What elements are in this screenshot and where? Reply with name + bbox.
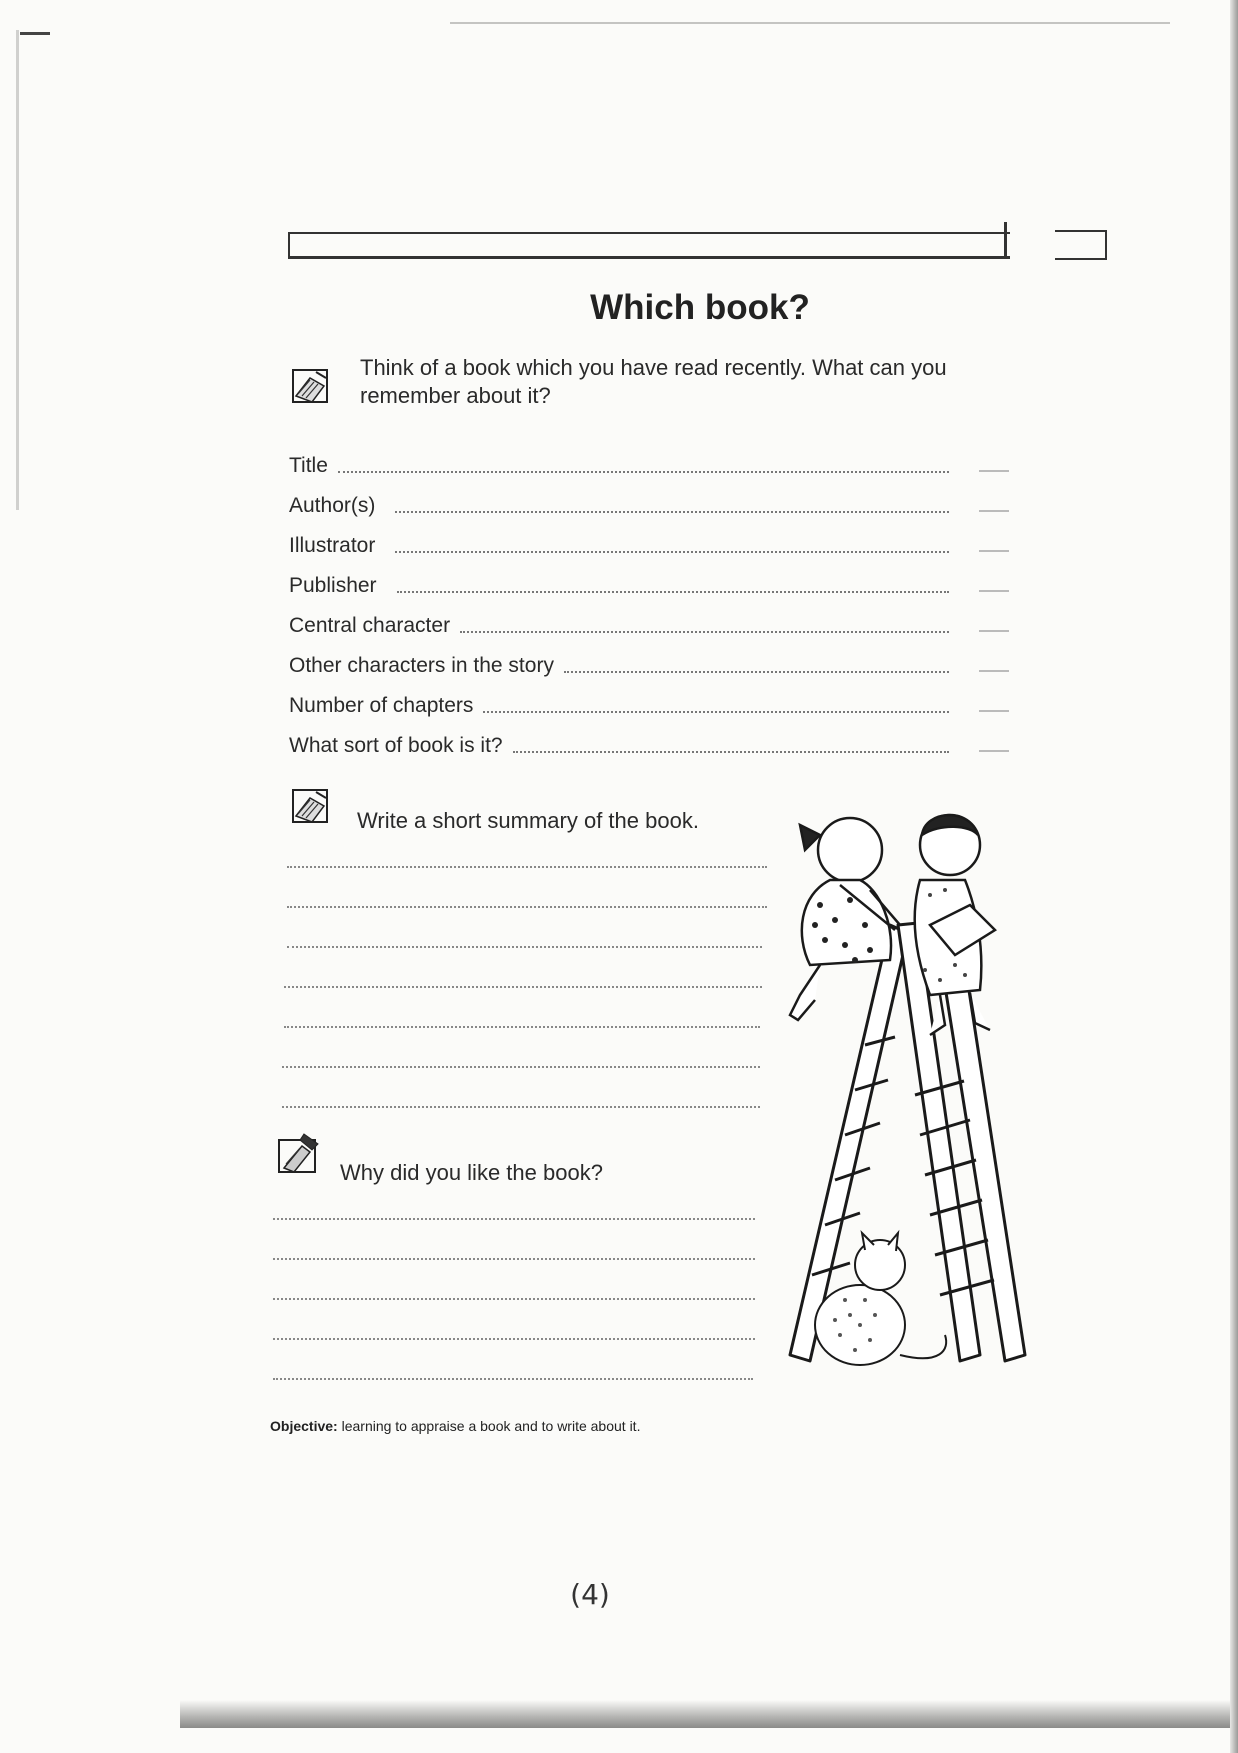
answer-line[interactable] (513, 747, 949, 753)
summary-prompt: Write a short summary of the book. (357, 808, 699, 833)
line-mark (979, 630, 1009, 632)
line-mark (979, 750, 1009, 752)
scan-edge-left (16, 30, 19, 510)
summary-line[interactable] (287, 946, 762, 948)
header-divider (1004, 222, 1007, 256)
field-label: Title (289, 454, 328, 477)
scan-bottom-shadow (180, 1700, 1230, 1728)
book-pencil-icon (290, 366, 330, 406)
answer-line[interactable] (338, 467, 949, 473)
like-line[interactable] (273, 1298, 755, 1300)
field-label: Author(s) (289, 494, 376, 517)
children-ladder-illustration (780, 795, 1080, 1395)
like-line[interactable] (273, 1338, 755, 1340)
field-label: Other characters in the story (289, 654, 554, 677)
field-publisher[interactable] (289, 574, 1009, 598)
answer-line[interactable] (397, 587, 949, 593)
field-authors[interactable] (289, 494, 1009, 518)
like-prompt: Why did you like the book? (340, 1160, 603, 1185)
like-line[interactable] (273, 1378, 753, 1380)
objective-note (270, 1418, 640, 1434)
intro-text: Think of a book which you have read recently. What can you remember about it? (360, 355, 947, 408)
line-mark (979, 510, 1009, 512)
answer-line[interactable] (395, 507, 949, 513)
field-central-character[interactable] (289, 614, 1009, 638)
like-line[interactable] (273, 1258, 755, 1260)
summary-line[interactable] (282, 1066, 760, 1068)
line-mark (979, 470, 1009, 472)
summary-line[interactable] (287, 906, 767, 908)
line-mark (979, 590, 1009, 592)
answer-line[interactable] (460, 627, 949, 633)
summary-line[interactable] (284, 1026, 760, 1028)
header-frame-end (1055, 230, 1107, 260)
field-label: What sort of book is it? (289, 734, 503, 757)
book-pencil-icon (290, 786, 330, 826)
field-label: Central character (289, 614, 451, 637)
objective-text: learning to appraise a book and to write about it. (341, 1418, 641, 1434)
like-line[interactable] (273, 1218, 755, 1220)
scan-edge-right (1230, 0, 1238, 1753)
scan-top-line (450, 22, 1170, 24)
page-title: Which book? (590, 288, 810, 327)
field-title[interactable] (289, 454, 1009, 478)
field-number-of-chapters[interactable] (289, 694, 1009, 718)
hand-pencil-icon (276, 1130, 322, 1176)
scan-corner-mark (20, 32, 50, 35)
page-number: (4) (570, 1578, 610, 1611)
summary-line[interactable] (282, 1106, 760, 1108)
header-frame (288, 232, 1010, 259)
objective-label: Objective: (270, 1418, 338, 1434)
field-book-type[interactable] (289, 734, 1009, 758)
line-mark (979, 710, 1009, 712)
field-other-characters[interactable] (289, 654, 1009, 678)
line-mark (979, 550, 1009, 552)
field-label: Illustrator (289, 534, 376, 557)
field-label: Number of chapters (289, 694, 474, 717)
summary-line[interactable] (284, 986, 762, 988)
line-mark (979, 670, 1009, 672)
field-illustrator[interactable] (289, 534, 1009, 558)
answer-line[interactable] (395, 547, 949, 553)
answer-line[interactable] (564, 667, 949, 673)
summary-line[interactable] (287, 866, 767, 868)
answer-line[interactable] (483, 707, 949, 713)
field-label: Publisher (289, 574, 377, 597)
